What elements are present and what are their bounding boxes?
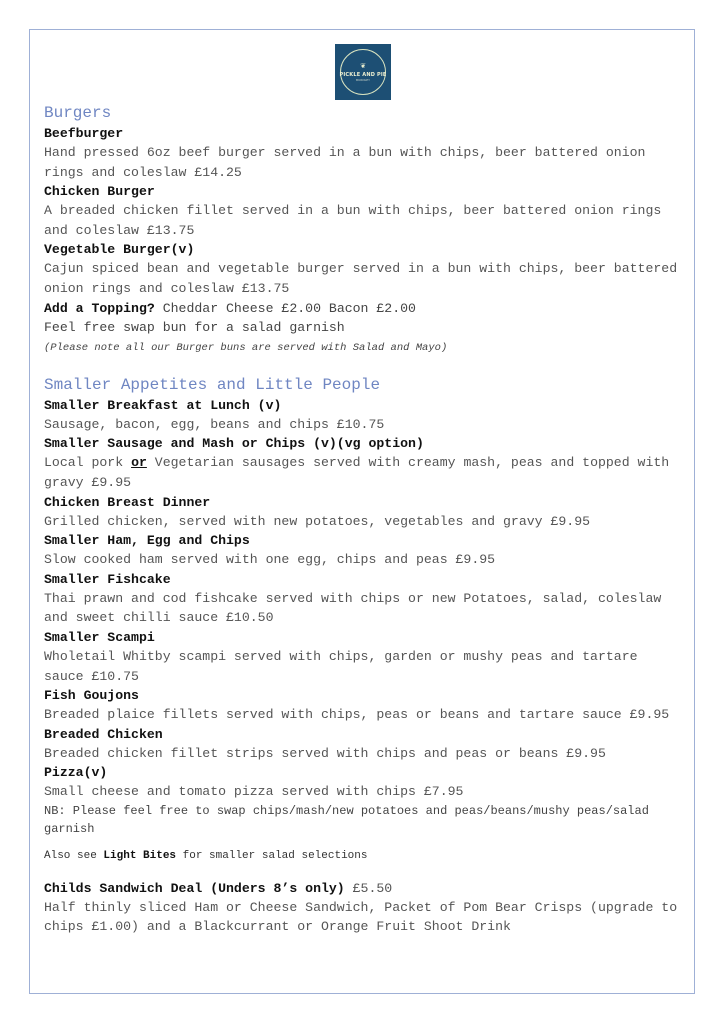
item-name: Breaded Chicken	[44, 726, 163, 742]
pickle-and-pie-logo	[335, 44, 391, 100]
item-name: Fish Goujons	[44, 688, 139, 704]
item-name: Pizza(v)	[44, 765, 108, 781]
childs-deal-title	[44, 879, 684, 898]
item-name: Smaller Fishcake	[44, 571, 171, 587]
item-name: Smaller Sausage and Mash or Chips (v)(vg option)	[44, 436, 424, 452]
item-name: Vegetable Burger(v)	[44, 242, 195, 258]
menu-page	[29, 29, 695, 994]
item-name: Smaller Breakfast at Lunch (v)	[44, 397, 282, 413]
logo-ring	[340, 49, 386, 95]
topping-text: Cheddar Cheese £2.00 Bacon £2.00	[154, 300, 416, 316]
topping-line	[44, 299, 684, 319]
item-name: Chicken Breast Dinner	[44, 494, 211, 510]
section-title-burgers: Burgers	[44, 104, 112, 122]
item-desc: Breaded chicken fillet strips served with chips and peas or beans £9.95	[44, 745, 606, 761]
swap-text: Feel free swap bun for a salad garnish	[44, 320, 345, 336]
item-desc: Breaded plaice fillets served with chips, peas or beans and tartare sauce £9.95	[44, 707, 670, 723]
desc-or-emphasis: or	[131, 455, 147, 471]
also-post: for smaller salad selections	[176, 849, 368, 862]
item-desc: Slow cooked ham served with one egg, chips and peas £9.95	[44, 552, 496, 568]
burger-note: (Please note all our Burger buns are served with Salad and Mayo)	[44, 341, 448, 354]
swap-note: NB: Please feel free to swap chips/mash/new potatoes and peas/beans/mushy peas/salad garnish	[44, 803, 649, 837]
childs-deal-desc: Half thinly sliced Ham or Cheese Sandwich, Packet of Pom Bear Crisps (upgrade to chips £1.00) and a Blackcurrant or Orange Fruit Shoot Drink	[44, 899, 678, 935]
childs-deal-price: £5.50	[344, 880, 393, 896]
item-desc: Wholetail Whitby scampi served with chips, garden or mushy peas and tartare sauce £10.75	[44, 648, 638, 684]
item-desc: Sausage, bacon, egg, beans and chips £10.75	[44, 416, 385, 432]
item-desc: Small cheese and tomato pizza served with chips £7.95	[44, 784, 464, 800]
item-name: Chicken Burger	[44, 184, 155, 200]
light-bites-reference: Light Bites	[103, 849, 177, 862]
logo-subtitle: BURNLEY	[356, 77, 370, 82]
also-pre: Also see	[44, 849, 104, 862]
childs-deal-name: Childs Sandwich Deal (Unders 8’s only)	[44, 880, 345, 896]
desc-part: Vegetarian sausages served with creamy mash, peas and topped with gravy £9.95	[44, 455, 670, 490]
item-name: Beefburger	[44, 126, 124, 141]
item-desc: A breaded chicken fillet served in a bun with chips, beer battered onion rings and coleslaw £13.75	[44, 203, 662, 238]
item-desc: Cajun spiced bean and vegetable burger served in a bun with chips, beer battered onion rings and coleslaw £13.75	[44, 261, 678, 296]
section-title-smaller-appetites: Smaller Appetites and Little People	[44, 375, 381, 394]
also-see-note	[44, 847, 684, 865]
desc-part: Local pork	[44, 455, 132, 471]
leaf-icon: ❦	[360, 61, 366, 70]
item-desc: Thai prawn and cod fishcake served with chips or new Potatoes, salad, coleslaw and sweet chilli sauce £10.50	[44, 590, 662, 626]
menu-content	[44, 102, 684, 937]
topping-label: Add a Topping?	[44, 300, 155, 316]
item-desc: Grilled chicken, served with new potatoes, vegetables and gravy £9.95	[44, 513, 591, 529]
item-name: Smaller Ham, Egg and Chips	[44, 533, 250, 549]
item-desc	[44, 453, 684, 492]
logo-name: PICKLE AND PIE	[339, 71, 387, 78]
item-desc: Hand pressed 6oz beef burger served in a bun with chips, beer battered onion rings and coleslaw £14.25	[44, 145, 646, 180]
item-name: Smaller Scampi	[44, 629, 155, 645]
